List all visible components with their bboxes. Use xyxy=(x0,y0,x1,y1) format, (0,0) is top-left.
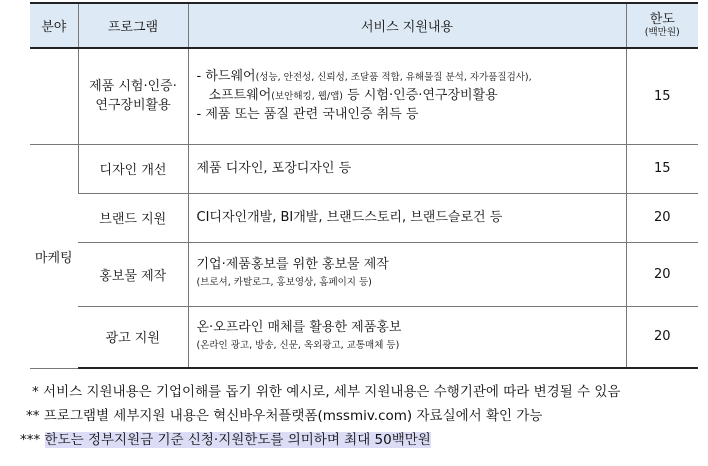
header-limit-unit: (백만원) xyxy=(644,27,680,38)
footnote-marker: *** xyxy=(20,432,41,448)
service-line xyxy=(197,87,626,106)
row-program: 홍보물 제작 xyxy=(78,242,188,306)
table-row xyxy=(30,48,698,144)
footnotes xyxy=(20,380,708,452)
footnote: ** 프로그램별 세부지원 내용은 혁신바우처플랫폼(mssmiv.com) 자료실에서 확인 가능 xyxy=(26,408,543,424)
header-program: 프로그램 xyxy=(78,3,188,48)
row-service xyxy=(188,306,626,368)
row-service: 제품 디자인, 포장디자인 등 xyxy=(188,144,626,193)
row-service: CI디자인개발, BI개발, 브랜드스토리, 브랜드슬로건 등 xyxy=(188,193,626,242)
row-program: 광고 지원 xyxy=(78,306,188,368)
table-row xyxy=(30,242,698,306)
header-limit-title: 한도 xyxy=(649,12,675,27)
footnote xyxy=(20,428,708,452)
row-service xyxy=(188,242,626,306)
row-limit: 20 xyxy=(626,193,698,242)
row-field xyxy=(30,48,78,144)
row-field-marketing: 마케팅 xyxy=(30,144,78,368)
service-detail: (브로셔, 카탈로그, 홍보영상, 홈페이지 등) xyxy=(196,277,372,288)
program-line: 연구장비활용 xyxy=(95,98,171,114)
service-text: 등 시험·인증·연구장비활용 xyxy=(343,88,498,104)
row-limit: 20 xyxy=(626,306,698,368)
program-line: 제품 시험·인증· xyxy=(89,79,177,95)
footnote-highlighted: 한도는 정부지원금 기준 신청·지원한도를 의미하며 최대 50백만원 xyxy=(44,432,431,448)
row-service xyxy=(188,48,626,144)
service-text: - 하드웨어 xyxy=(196,69,256,85)
service-line: 온·오프라인 매체를 활용한 제품홍보 xyxy=(196,319,402,335)
row-program: 브랜드 지원 xyxy=(78,193,188,242)
header-limit xyxy=(626,3,698,48)
header-service: 서비스 지원내용 xyxy=(188,3,626,48)
row-program: 디자인 개선 xyxy=(78,144,188,193)
row-program xyxy=(78,48,188,144)
table-row xyxy=(30,144,698,193)
row-limit: 20 xyxy=(626,242,698,306)
service-text: 소프트웨어 xyxy=(208,88,272,104)
table-header-row xyxy=(30,3,698,48)
row-limit: 15 xyxy=(626,48,698,144)
service-line: - 제품 또는 품질 관련 국내인증 취득 등 xyxy=(196,107,419,123)
row-limit: 15 xyxy=(626,144,698,193)
voucher-program-table xyxy=(30,2,698,369)
service-detail: (성능, 안전성, 신뢰성, 조달품 적합, 유해물질 분석, 자가품질검사), xyxy=(255,72,532,84)
service-line xyxy=(197,68,626,87)
service-detail: (온라인 광고, 방송, 신문, 옥외광고, 교통매체 등) xyxy=(196,339,400,351)
service-line: 기업·제품홍보를 위한 홍보물 제작 xyxy=(196,257,389,272)
table-row xyxy=(30,306,698,368)
header-field: 분야 xyxy=(30,3,78,48)
table-row xyxy=(30,193,698,242)
footnote: * 서비스 지원내용은 기업이해를 돕기 위한 예시로, 세부 지원내용은 수행기관에 따라 변경될 수 있음 xyxy=(32,384,621,400)
service-detail: (보안해킹, 웹/앱) xyxy=(271,91,344,103)
